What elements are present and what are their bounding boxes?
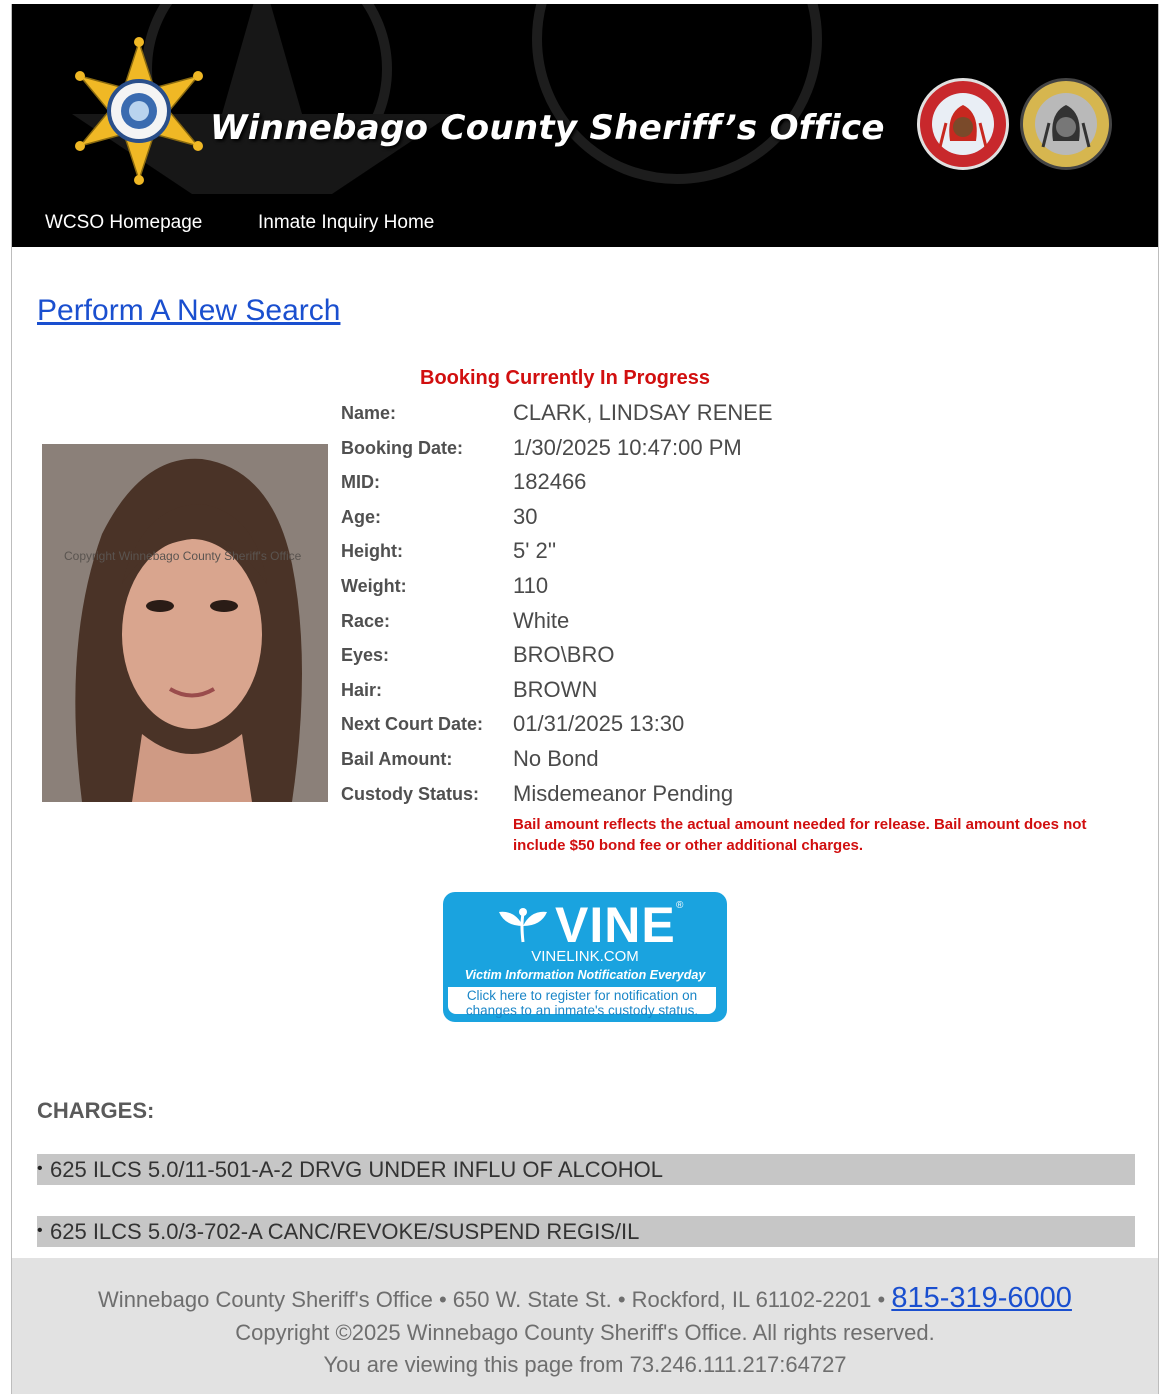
nav-inmate-inquiry-home[interactable]: Inmate Inquiry Home <box>258 212 435 233</box>
charge-text: 625 ILCS 5.0/11-501-A-2 DRVG UNDER INFLU OF ALCOHOL <box>50 1157 663 1182</box>
charge-text: 625 ILCS 5.0/3-702-A CANC/REVOKE/SUSPEND REGIS/IL <box>50 1219 640 1244</box>
info-value: Misdemeanor Pending <box>513 781 734 806</box>
vine-tagline: Victim Information Notification Everyday <box>464 968 706 982</box>
info-value: CLARK, LINDSAY RENEE <box>513 400 773 425</box>
info-value: White <box>513 608 570 633</box>
vine-cta-box <box>446 985 718 1016</box>
top-nav <box>12 194 1158 247</box>
info-value: 30 <box>513 504 538 529</box>
info-label: Weight: <box>341 576 407 596</box>
info-value: BROWN <box>513 677 598 702</box>
charge-item <box>37 1216 1135 1247</box>
vine-cta-line1: Click here to register for notification on <box>466 988 698 1003</box>
bullet-icon: • <box>37 1160 43 1177</box>
info-label: Name: <box>341 403 397 423</box>
info-label: Hair: <box>341 680 383 700</box>
vine-leaf-icon <box>493 904 553 944</box>
info-label: Age: <box>341 507 381 527</box>
booking-status-heading: Booking Currently In Progress <box>420 367 711 389</box>
inmate-photo <box>42 444 328 802</box>
info-value: No Bond <box>513 746 599 771</box>
info-label: Height: <box>341 541 403 561</box>
vine-cta-line2: changes to an inmate's custody status. <box>465 1003 699 1018</box>
perform-new-search-link[interactable]: Perform A New Search <box>37 294 341 327</box>
info-label: MID: <box>341 472 380 492</box>
vine-register-button[interactable] <box>443 892 727 1022</box>
photo-watermark: Copyright Winnebago County Sheriff's Office <box>64 549 302 563</box>
charges-heading: CHARGES: <box>37 1098 155 1123</box>
vinelink-site: VINELINK.COM <box>531 948 639 965</box>
header-banner <box>12 4 1158 194</box>
corrections-badge-inner <box>1035 93 1097 155</box>
footer-copyright: Copyright ©2025 Winnebago County Sheriff's Office. All rights reserved. <box>235 1320 935 1345</box>
site-title: Winnebago County Sheriff’s Office <box>210 108 885 148</box>
info-value: 5' 2'' <box>513 538 557 563</box>
footer-address: Winnebago County Sheriff's Office • 650 W. State St. • Rockford, IL 61102-2201 • <box>98 1287 886 1312</box>
info-value: 01/31/2025 13:30 <box>513 711 685 736</box>
page-footer <box>12 1258 1158 1394</box>
mugshot-image <box>42 444 328 802</box>
info-label: Bail Amount: <box>341 749 453 769</box>
info-value: 110 <box>513 573 549 598</box>
sheriff-star-icon <box>74 36 204 186</box>
chief-headdress-icon <box>1035 93 1097 155</box>
background-seal-graphic <box>532 4 822 184</box>
vine-registered-mark: ® <box>676 900 684 911</box>
info-label: Custody Status: <box>341 784 480 804</box>
info-label: Eyes: <box>341 645 390 665</box>
info-label: Next Court Date: <box>341 714 484 734</box>
info-label: Booking Date: <box>341 438 464 458</box>
info-value: BRO\BRO <box>513 642 615 667</box>
info-value: 1/30/2025 10:47:00 PM <box>513 435 742 460</box>
corrections-badge-icon <box>1020 78 1112 170</box>
footer-address-line <box>12 1282 1158 1315</box>
page-frame <box>11 4 1159 1394</box>
footer-phone-link[interactable]: 815-319-6000 <box>891 1282 1072 1314</box>
charge-item <box>37 1154 1135 1185</box>
police-badge-inner <box>932 93 994 155</box>
info-label: Race: <box>341 611 391 631</box>
chief-headdress-icon <box>932 93 994 155</box>
bullet-icon: • <box>37 1222 43 1239</box>
info-value: 182466 <box>513 469 587 494</box>
nav-wcso-homepage[interactable]: WCSO Homepage <box>45 212 203 233</box>
bail-note: Bail amount reflects the actual amount needed for release. Bail amount does not include $50 bond fee or other additional charges. <box>513 816 1087 854</box>
footer-viewing-ip: You are viewing this page from 73.246.111.217:64727 <box>323 1352 847 1377</box>
vine-logo: VINE <box>555 897 676 953</box>
sheriffs-police-badge-icon <box>917 78 1009 170</box>
